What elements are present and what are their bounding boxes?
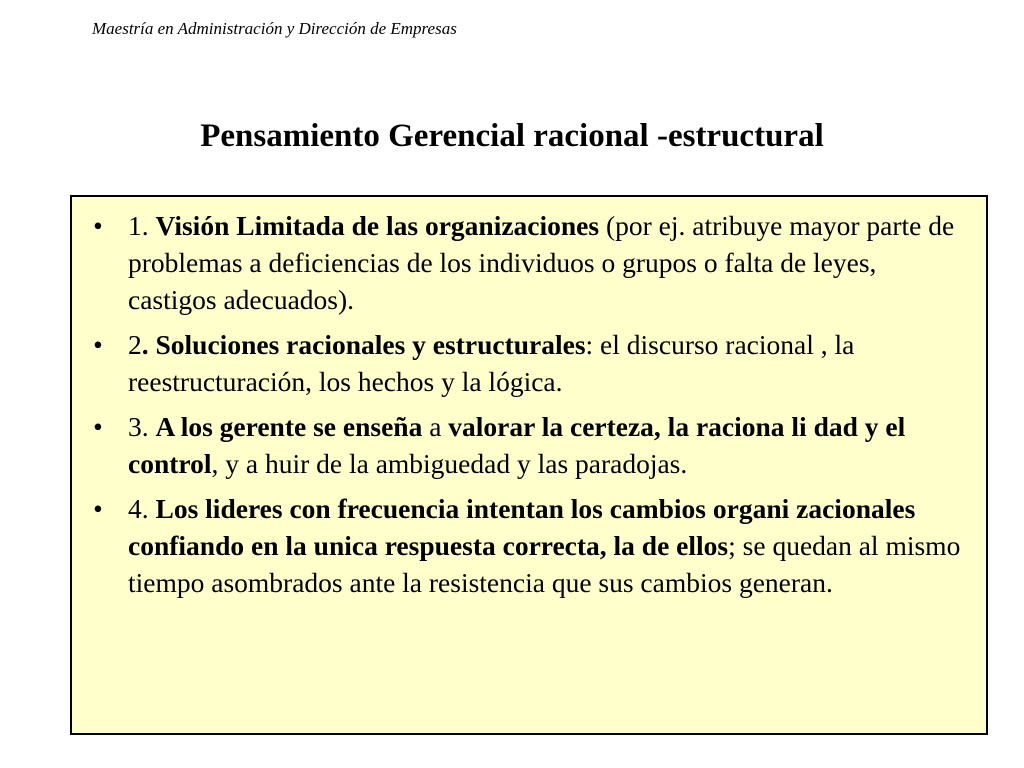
bullet-text xyxy=(128,329,854,397)
slide-title: Pensamiento Gerencial racional -estructural xyxy=(200,118,824,154)
course-header: Maestría en Administración y Dirección de Empresas xyxy=(92,19,457,38)
text-segment: 1. xyxy=(128,210,156,241)
bullet-text xyxy=(128,493,960,598)
text-segment: 4. xyxy=(128,493,156,524)
text-segment: : el discurso racional , la reestructuración, los hechos y la lógica. xyxy=(128,329,855,397)
bullet-text xyxy=(128,210,954,315)
text-segment: 2 xyxy=(128,329,142,360)
bullet-item xyxy=(88,207,968,318)
text-segment: (por ej. atribuye mayor parte de problemas a deficiencias de los individuos o grupos o falta de leyes, castigos adecuados). xyxy=(128,210,955,315)
bullet-item xyxy=(88,490,968,601)
text-segment: ; se quedan al mismo tiempo asombrados ante la resistencia que sus cambios generan. xyxy=(128,530,961,598)
text-segment: a xyxy=(422,411,449,442)
bullet-item xyxy=(88,326,968,400)
bold-segment: Los lideres con frecuencia intentan los cambios organi zacionales confiando en la unica respuesta correcta, la de ellos xyxy=(128,493,916,561)
bullet-icon: • xyxy=(93,210,103,241)
text-segment: , y a huir de la ambiguedad y las paradojas. xyxy=(211,448,688,479)
bullet-icon: • xyxy=(93,411,103,442)
bullet-list xyxy=(88,207,968,609)
bullet-text xyxy=(128,411,905,479)
content-box xyxy=(70,195,988,735)
bullet-icon: • xyxy=(93,329,103,360)
text-segment: 3. xyxy=(128,411,156,442)
bullet-icon: • xyxy=(93,493,103,524)
bold-segment: Visión Limitada de las organizaciones xyxy=(155,210,600,241)
bold-segment: . Soluciones racionales y estructurales xyxy=(141,329,586,360)
bold-segment: valorar la certeza, la raciona li dad y el control xyxy=(128,411,906,479)
bold-segment: A los gerente se enseña xyxy=(155,411,423,442)
bullet-item xyxy=(88,408,968,482)
